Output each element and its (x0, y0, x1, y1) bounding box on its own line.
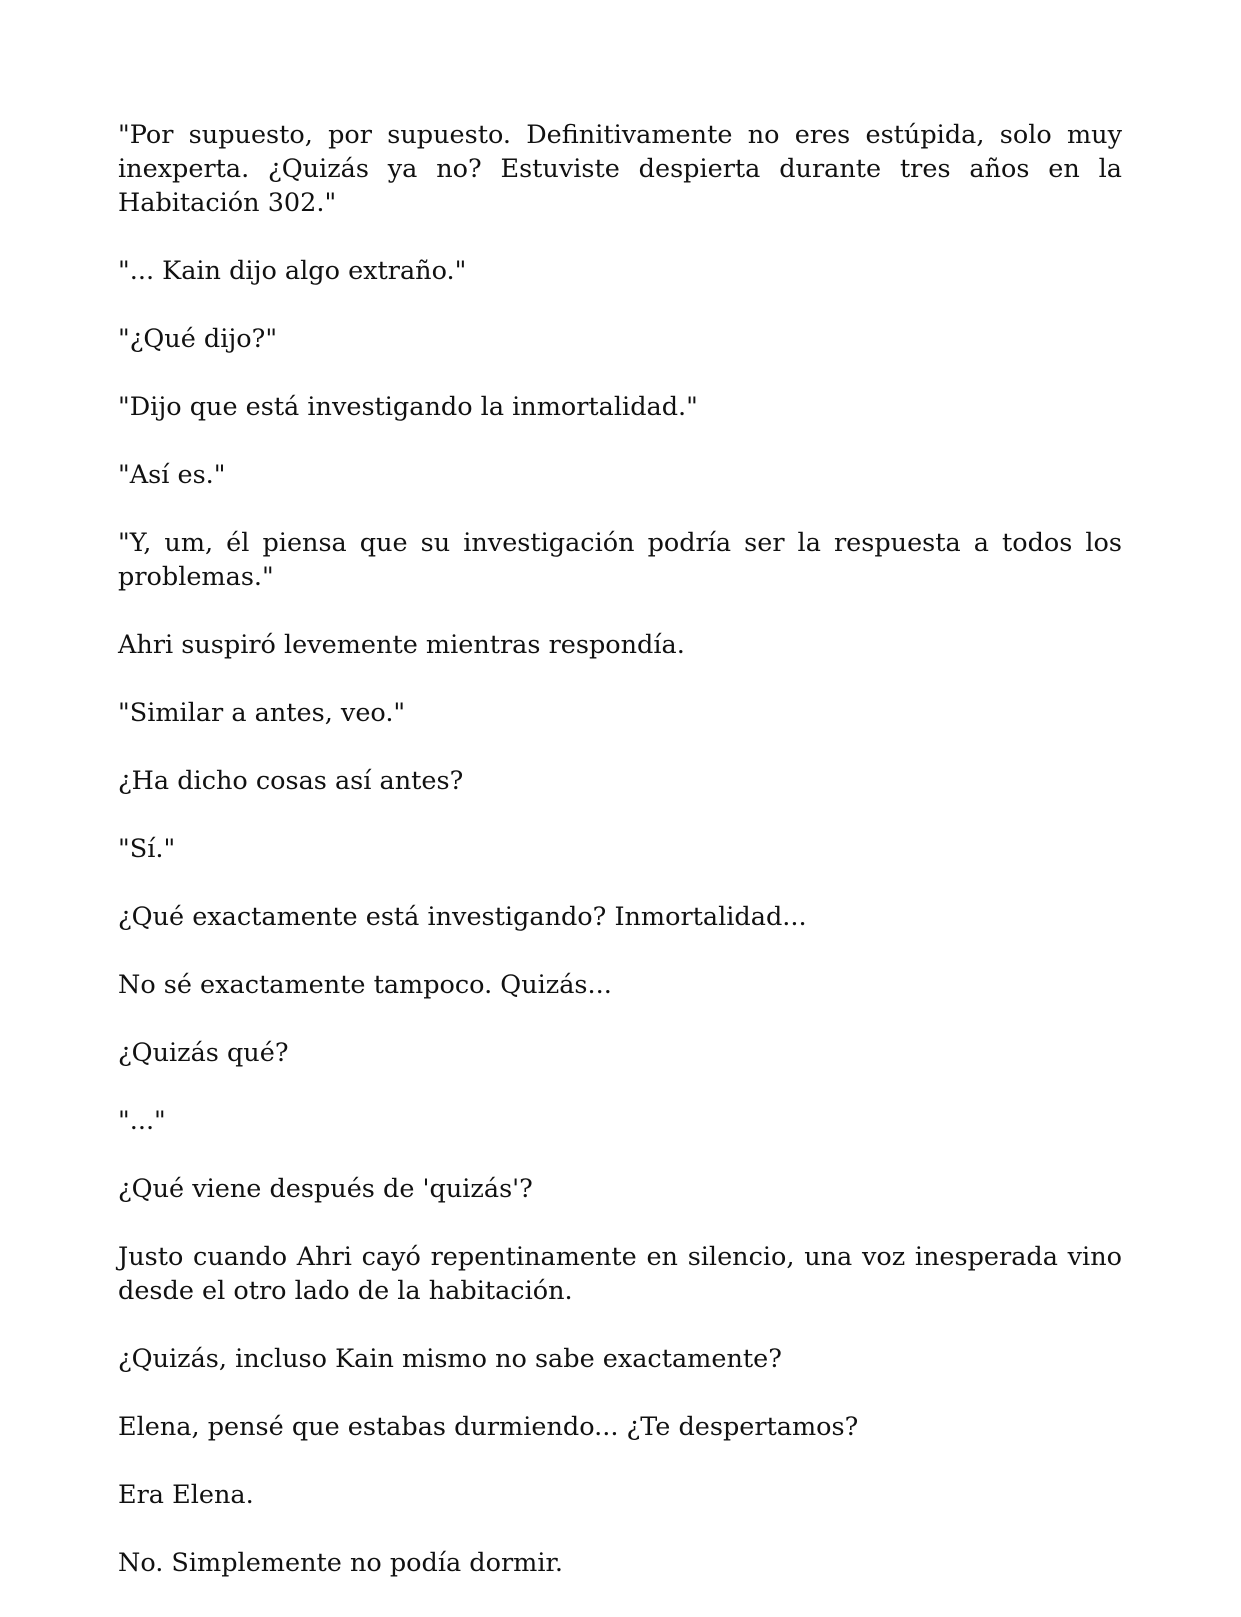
paragraph: No. Simplemente no podía dormir. (118, 1548, 563, 1578)
paragraph: ¿Quizás, incluso Kain mismo no sabe exactamente? (118, 1344, 782, 1374)
paragraph: Justo cuando Ahri cayó repentinamente en silencio, una voz inesperada vino desde el otro lado de la habitación. (118, 1242, 1122, 1306)
paragraph: "..." (118, 1106, 166, 1136)
document-page (118, 118, 1122, 1580)
paragraph: ¿Quizás qué? (118, 1038, 289, 1068)
paragraph: Era Elena. (118, 1480, 254, 1510)
paragraph: Elena, pensé que estabas durmiendo... ¿Te despertamos? (118, 1412, 859, 1442)
paragraph: Ahri suspiró levemente mientras respondía. (118, 630, 685, 660)
paragraph: "Así es." (118, 460, 226, 490)
paragraph: "Por supuesto, por supuesto. Definitivamente no eres estúpida, solo muy inexperta. ¿Quizás ya no? Estuviste despierta durante tres años en la Habitación 302." (118, 120, 1122, 218)
paragraph: "¿Qué dijo?" (118, 324, 278, 354)
paragraph: ¿Qué viene después de 'quizás'? (118, 1174, 533, 1204)
paragraph: "Dijo que está investigando la inmortalidad." (118, 392, 698, 422)
paragraph: "Similar a antes, veo." (118, 698, 406, 728)
paragraph: ¿Ha dicho cosas así antes? (118, 766, 464, 796)
paragraph: "Sí." (118, 834, 176, 864)
paragraph: ¿Qué exactamente está investigando? Inmortalidad... (118, 902, 807, 932)
paragraph: "... Kain dijo algo extraño." (118, 256, 467, 286)
paragraph: "Y, um, él piensa que su investigación podría ser la respuesta a todos los problemas." (118, 528, 1122, 592)
paragraph: No sé exactamente tampoco. Quizás... (118, 970, 612, 1000)
